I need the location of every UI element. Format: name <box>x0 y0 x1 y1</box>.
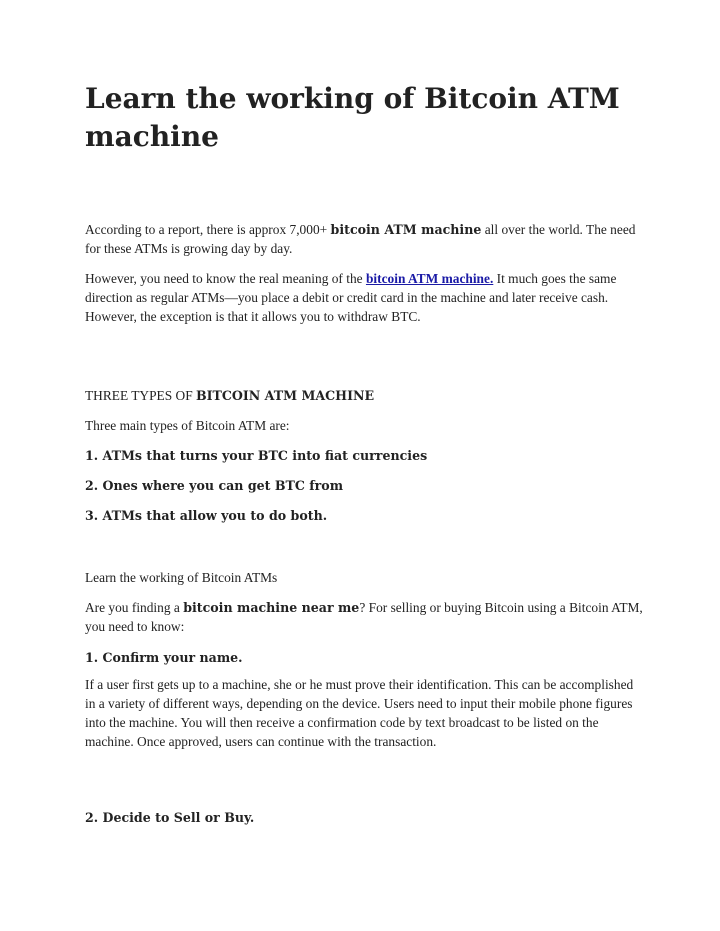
text: ? For selling or buying Bitcoin using a Bitcoin ATM, you need to know: <box>85 600 643 634</box>
text: However, you need to know the real meaning of the <box>85 271 366 286</box>
step-1-title: 1. Confirm your name. <box>85 650 243 665</box>
type-item: 3. ATMs that allow you to do both. <box>85 508 328 523</box>
bitcoin-atm-link[interactable]: bitcoin ATM machine. <box>365 271 494 286</box>
type-item: 1. ATMs that turns your BTC into fiat currencies <box>85 448 428 463</box>
text: all over the world. The need for these ATMs is growing day by day. <box>85 222 636 256</box>
text: According to a report, there is approx 7,000+ <box>85 222 331 237</box>
step-1-text: If a user first gets up to a machine, she or he must prove their identification. This can be accomplished in a variety of different ways, depending on the device. Users need to input their mobile phone figures into the machine. You will then receive a confirmation code by text broadcast to be listed on the machine. Once approved, users can continue with the transaction. <box>85 677 634 749</box>
types-heading <box>85 386 645 405</box>
bold-keyword: bitcoin ATM machine <box>330 222 482 237</box>
types-lead: Three main types of Bitcoin ATM are: <box>85 418 290 433</box>
type-item: 2. Ones where you can get BTC from <box>85 478 344 493</box>
text: Are you finding a <box>85 600 184 615</box>
step-2-title: 2. Decide to Sell or Buy. <box>85 810 255 825</box>
text: It much goes the same direction as regular ATMs—you place a debit or credit card in the machine and later receive cash. However, the exception is that it allows you to withdraw BTC. <box>85 271 617 324</box>
bold-keyword: bitcoin machine near me <box>183 600 360 615</box>
text: THREE TYPES OF <box>85 388 196 403</box>
bold-keyword: BITCOIN ATM MACHINE <box>195 388 375 403</box>
page-title: Learn the working of Bitcoin ATM machine <box>85 82 620 153</box>
intro-paragraph-2 <box>85 269 645 326</box>
working-paragraph <box>85 598 645 636</box>
intro-paragraph-1 <box>85 220 645 258</box>
working-heading: Learn the working of Bitcoin ATMs <box>85 570 278 585</box>
